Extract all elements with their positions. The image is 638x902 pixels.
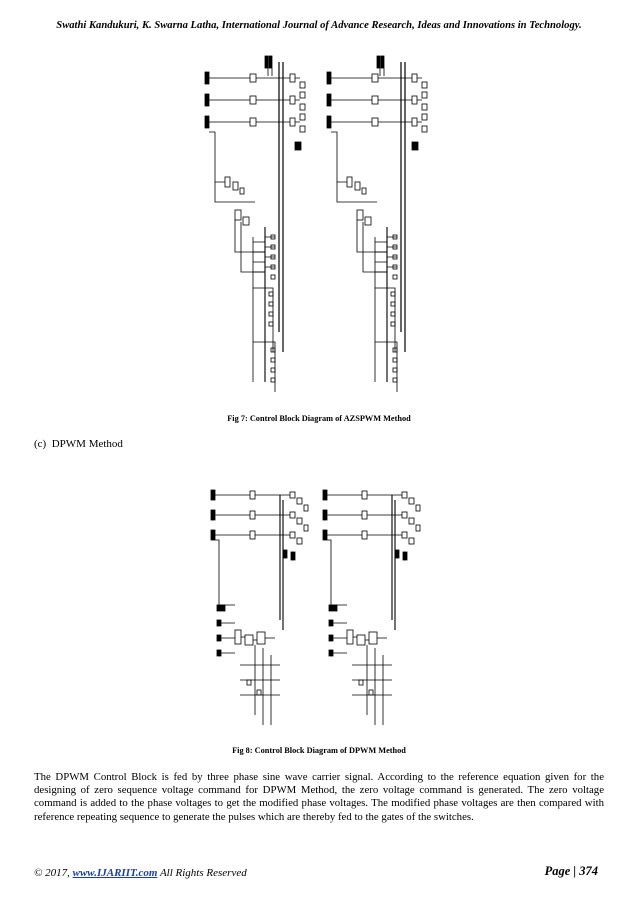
figure-dpwm-diagram [205,480,435,735]
body-paragraph: The DPWM Control Block is fed by three phase sine wave carrier signal. According to the reference equation given for the designing of zero sequence voltage command for DPWM Method, the zero voltage command is generated. The zero voltage command is added to the phase voltages to get the modified phase voltages. The modified phase voltages are then compared with reference repeating sequence to generate the pulses which are thereby fed to the gates of the switches. [34,771,604,823]
figure-7-caption: Fig 7: Control Block Diagram of AZSPWM Method [227,414,411,423]
footer-suffix: All Rights Reserved [159,867,247,879]
page-header [20,20,618,31]
figure-8-caption: Fig 8: Control Block Diagram of DPWM Method [232,746,406,755]
figure-azspwm-diagram [195,52,445,400]
header-authors: Swathi Kandukuri, K. Swarna Latha, [56,20,220,31]
azspwm-block-diagram-svg [195,52,445,400]
section-heading [34,438,123,450]
page-number: Page | 374 [544,864,598,878]
header-journal: International Journal of Advance Research, Ideas and Innovations in Technology. [219,20,582,31]
footer-link[interactable]: www.IJARIIT.com [72,867,158,879]
section-title: DPWM Method [51,438,123,450]
footer-prefix: © 2017, [34,867,70,879]
dpwm-block-diagram-svg [205,480,435,735]
section-label: (c) [34,438,47,450]
footer-copyright [34,867,247,879]
